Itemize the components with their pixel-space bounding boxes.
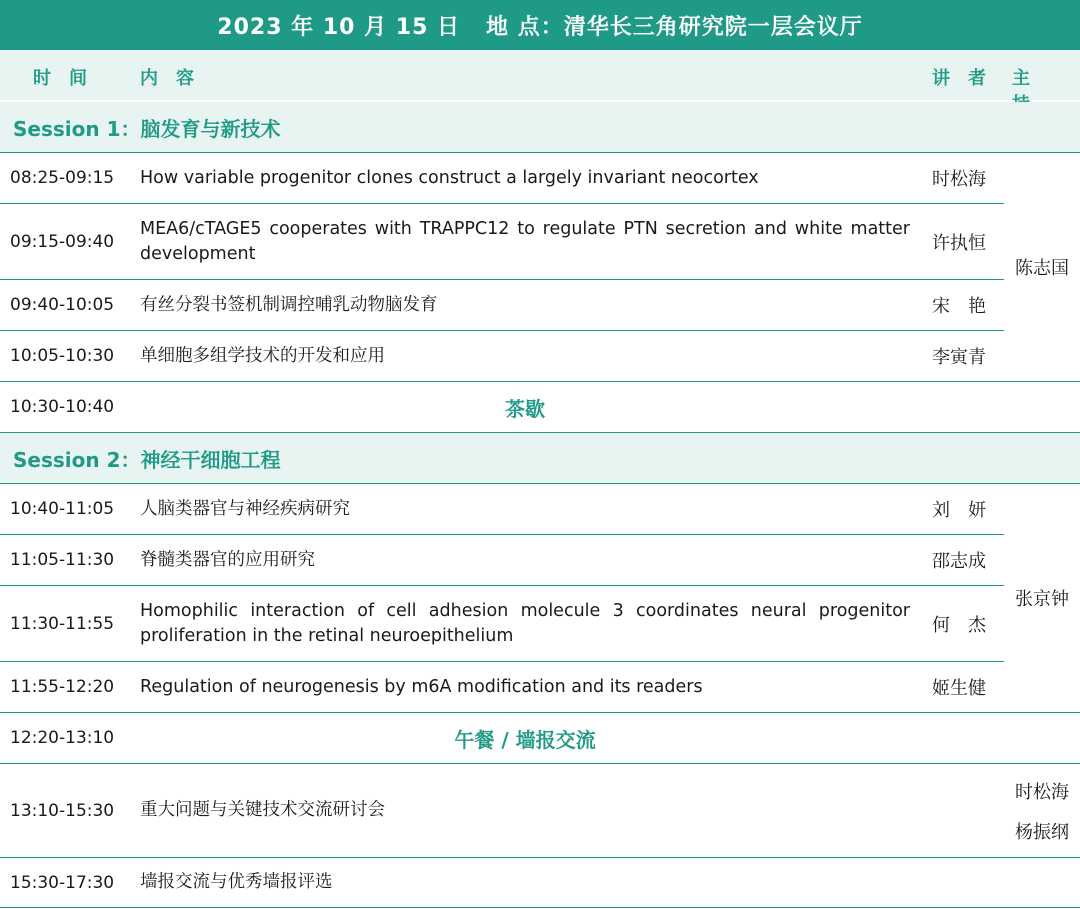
row-content: Regulation of neurogenesis by m6A modification and its readers [140, 676, 703, 697]
row-speaker: 邵志成 [932, 551, 986, 572]
break-label: 午餐 / 墙报交流 [454, 727, 596, 752]
agenda-row [0, 858, 1080, 908]
agenda-row [0, 153, 1080, 204]
row-speaker: 姬生健 [932, 678, 986, 699]
row-content: 墙报交流与优秀墙报评选 [140, 872, 333, 892]
row-content: 单细胞多组学技术的开发和应用 [140, 345, 385, 366]
agenda-row [0, 586, 1080, 662]
row-time: 10:05-10:30 [10, 346, 115, 366]
row-content: 人脑类器官与神经疾病研究 [140, 498, 350, 519]
row-time: 10:40-11:05 [10, 499, 115, 519]
row-content: 有丝分裂书签机制调控哺乳动物脑发育 [140, 294, 438, 315]
row-time: 15:30-17:30 [10, 872, 115, 893]
title-bar [0, 0, 1080, 50]
event-location: 地 点：清华长三角研究院一层会议厅 [486, 14, 863, 40]
row-content: 脊髓类器官的应用研究 [140, 549, 315, 570]
row-time: 09:40-10:05 [10, 295, 115, 315]
session-2-host: 张京钟 [1004, 484, 1080, 713]
break-row [0, 382, 1080, 433]
row-speaker: 时松海 [932, 169, 986, 190]
row-speaker: 刘 妍 [932, 500, 986, 521]
row-content: How variable progenitor clones construct a largely invariant neocortex [140, 167, 759, 188]
agenda-row [0, 662, 1080, 713]
agenda-row [0, 535, 1080, 586]
agenda-row [0, 204, 1080, 280]
session-2-title: Session 2：神经干细胞工程 [0, 433, 1080, 484]
row-content: Homophilic interaction of cell adhesion molecule 3 coordinates neural progenitor proliferation in the retinal neuroepithelium [140, 600, 910, 646]
break-row [0, 713, 1080, 764]
break-time: 12:20-13:10 [10, 728, 115, 748]
agenda-row [0, 484, 1080, 535]
break-time: 10:30-10:40 [10, 397, 115, 417]
header-content: 内容 [140, 68, 212, 89]
break-label: 茶歇 [505, 396, 545, 421]
row-time: 09:15-09:40 [10, 231, 115, 252]
agenda-row [0, 280, 1080, 331]
row-time: 08:25-09:15 [10, 168, 115, 188]
event-date: 2023 年 10 月 15 日 [217, 14, 461, 40]
session-1-title: Session 1：脑发育与新技术 [0, 102, 1080, 153]
header-host: 主 [1012, 68, 1048, 89]
discussion-hosts [1004, 764, 1080, 857]
row-time: 11:05-11:30 [10, 550, 115, 570]
row-time: 13:10-15:30 [10, 800, 115, 821]
agenda-row [0, 331, 1080, 382]
header-speaker: 讲者 [932, 68, 1004, 89]
header-time: 时间 [33, 68, 105, 89]
session-1-host: 陈志国 [1004, 153, 1080, 382]
row-speaker: 李寅青 [932, 347, 986, 368]
row-speaker: 何 杰 [932, 614, 986, 636]
agenda-row [0, 764, 1080, 858]
discussion-host-2: 杨振纲 [1015, 821, 1069, 843]
row-time: 11:55-12:20 [10, 677, 115, 697]
discussion-host-1: 时松海 [1015, 781, 1069, 803]
row-content: 重大问题与关键技术交流研讨会 [140, 800, 385, 820]
row-time: 11:30-11:55 [10, 613, 115, 634]
row-content: MEA6/cTAGE5 cooperates with TRAPPC12 to regulate PTN secretion and white matter development [140, 218, 910, 264]
row-speaker: 许执恒 [932, 232, 986, 254]
row-speaker: 宋 艳 [932, 296, 986, 317]
column-header [0, 50, 1080, 100]
